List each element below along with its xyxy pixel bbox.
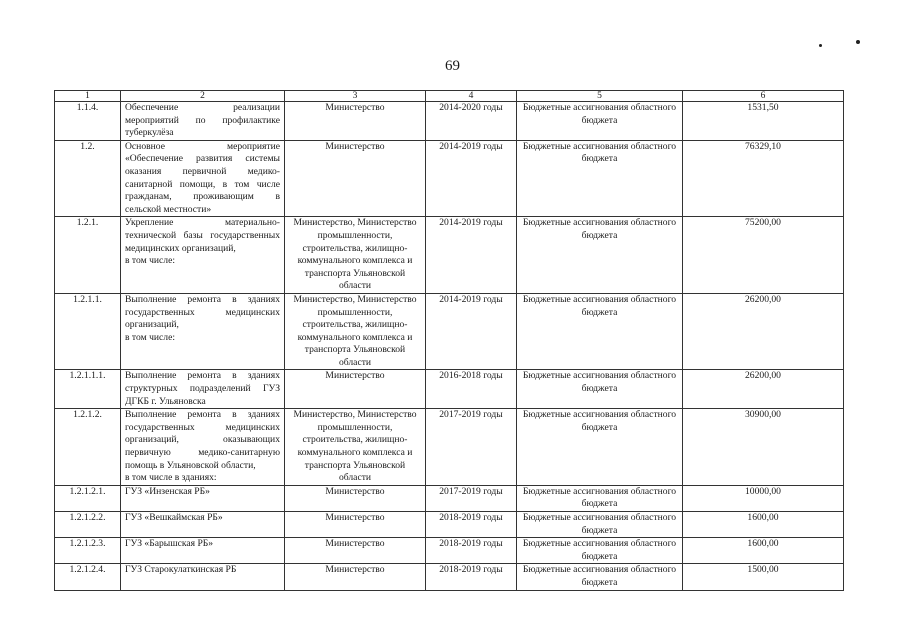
row-name-text: ГУЗ «Барышская РБ» (125, 538, 214, 550)
row-number: 1.2.1.2.1. (55, 485, 121, 511)
row-period: 2014-2020 годы (426, 102, 517, 141)
table-row (55, 293, 844, 370)
row-source: Бюджетные ассигнования областного бюджета (517, 102, 683, 141)
column-header-2: 2 (121, 91, 285, 102)
row-period: 2018-2019 годы (426, 564, 517, 590)
row-number: 1.2.1. (55, 217, 121, 294)
row-source: Бюджетные ассигнования областного бюджета (517, 140, 683, 217)
row-name-text: Обеспечение реализации мероприятий по профилактике туберкулёза (125, 102, 280, 139)
row-name-text: Выполнение ремонта в зданиях структурных подразделений ГУЗ ДГКБ г. Ульяновска (125, 370, 280, 407)
table-row (55, 512, 844, 538)
row-number: 1.2.1.1. (55, 293, 121, 370)
row-executor: Министерство (285, 485, 426, 511)
row-number: 1.2.1.1.1. (55, 370, 121, 409)
budget-table (54, 90, 844, 591)
row-amount: 1600,00 (683, 512, 844, 538)
table-row (55, 485, 844, 511)
row-executor: Министерство, Министерство промышленности, строительства, жилищно-коммунального комплекса и транспорта Ульяновской области (285, 409, 426, 486)
column-header-4: 4 (426, 91, 517, 102)
row-name (121, 293, 285, 370)
row-number: 1.2. (55, 140, 121, 217)
row-amount: 1531,50 (683, 102, 844, 141)
row-source: Бюджетные ассигнования областного бюджета (517, 409, 683, 486)
page-number: 69 (445, 58, 460, 74)
row-name (121, 409, 285, 486)
row-period: 2014-2019 годы (426, 293, 517, 370)
row-amount: 1600,00 (683, 538, 844, 564)
row-name-text: Выполнение ремонта в зданиях государственных медицинских организаций, оказывающих первичную медико-санитарную помощь в Ульяновской области, (125, 409, 280, 471)
row-amount: 76329,10 (683, 140, 844, 217)
row-name (121, 564, 285, 590)
row-name-extra: в том числе в зданиях: (125, 472, 217, 484)
row-name (121, 217, 285, 294)
row-source: Бюджетные ассигнования областного бюджета (517, 485, 683, 511)
row-number: 1.2.1.2. (55, 409, 121, 486)
row-executor: Министерство (285, 140, 426, 217)
row-source: Бюджетные ассигнования областного бюджета (517, 512, 683, 538)
row-period: 2017-2019 годы (426, 409, 517, 486)
row-period: 2014-2019 годы (426, 217, 517, 294)
row-executor: Министерство (285, 102, 426, 141)
row-number: 1.2.1.2.2. (55, 512, 121, 538)
table-row (55, 564, 844, 590)
row-period: 2018-2019 годы (426, 538, 517, 564)
row-name-text: Основное мероприятие «Обеспечение развития системы оказания первичной медико-санитарной помощи, в том числе гражданам, проживающим в сельской местности» (125, 140, 280, 215)
row-period: 2018-2019 годы (426, 512, 517, 538)
row-number: 1.2.1.2.3. (55, 538, 121, 564)
row-source: Бюджетные ассигнования областного бюджета (517, 370, 683, 409)
row-name (121, 102, 285, 141)
row-number: 1.2.1.2.4. (55, 564, 121, 590)
row-name-text: Укрепление материально-технической базы государственных медицинских организаций, (125, 217, 280, 254)
row-source: Бюджетные ассигнования областного бюджета (517, 217, 683, 294)
row-period: 2017-2019 годы (426, 485, 517, 511)
table-row (55, 217, 844, 294)
row-amount: 26200,00 (683, 370, 844, 409)
table-row (55, 102, 844, 141)
row-name-text: ГУЗ «Инзенская РБ» (125, 485, 210, 497)
table-body (55, 102, 844, 591)
row-amount: 30900,00 (683, 409, 844, 486)
row-name (121, 512, 285, 538)
column-header-5: 5 (517, 91, 683, 102)
row-name-text: ГУЗ Старокулаткинская РБ (125, 564, 237, 576)
row-source: Бюджетные ассигнования областного бюджета (517, 293, 683, 370)
scan-mark (819, 44, 822, 47)
row-executor: Министерство, Министерство промышленности, строительства, жилищно-коммунального комплекса и транспорта Ульяновской области (285, 217, 426, 294)
row-period: 2014-2019 годы (426, 140, 517, 217)
table-row (55, 409, 844, 486)
row-name (121, 140, 285, 217)
row-source: Бюджетные ассигнования областного бюджета (517, 564, 683, 590)
row-amount: 26200,00 (683, 293, 844, 370)
table-header (55, 91, 844, 102)
column-header-6: 6 (683, 91, 844, 102)
row-source: Бюджетные ассигнования областного бюджета (517, 538, 683, 564)
row-name (121, 370, 285, 409)
column-header-3: 3 (285, 91, 426, 102)
row-executor: Министерство (285, 512, 426, 538)
row-name-text: Выполнение ремонта в зданиях государственных медицинских организаций, (125, 293, 280, 331)
column-header-1: 1 (55, 91, 121, 102)
row-name-extra: в том числе: (125, 255, 176, 267)
row-number: 1.1.4. (55, 102, 121, 141)
row-name (121, 538, 285, 564)
scan-mark (856, 40, 860, 44)
table-row (55, 370, 844, 409)
row-amount: 1500,00 (683, 564, 844, 590)
row-amount: 75200,00 (683, 217, 844, 294)
row-period: 2016-2018 годы (426, 370, 517, 409)
table-row (55, 538, 844, 564)
row-amount: 10000,00 (683, 485, 844, 511)
row-name-text: ГУЗ «Вешкаймская РБ» (125, 512, 223, 523)
row-executor: Министерство (285, 370, 426, 409)
row-executor: Министерство (285, 538, 426, 564)
table-row (55, 140, 844, 217)
row-executor: Министерство (285, 564, 426, 590)
row-executor: Министерство, Министерство промышленности, строительства, жилищно-коммунального комплекса и транспорта Ульяновской области (285, 293, 426, 370)
row-name-extra: в том числе: (125, 331, 176, 343)
row-name (121, 485, 285, 511)
